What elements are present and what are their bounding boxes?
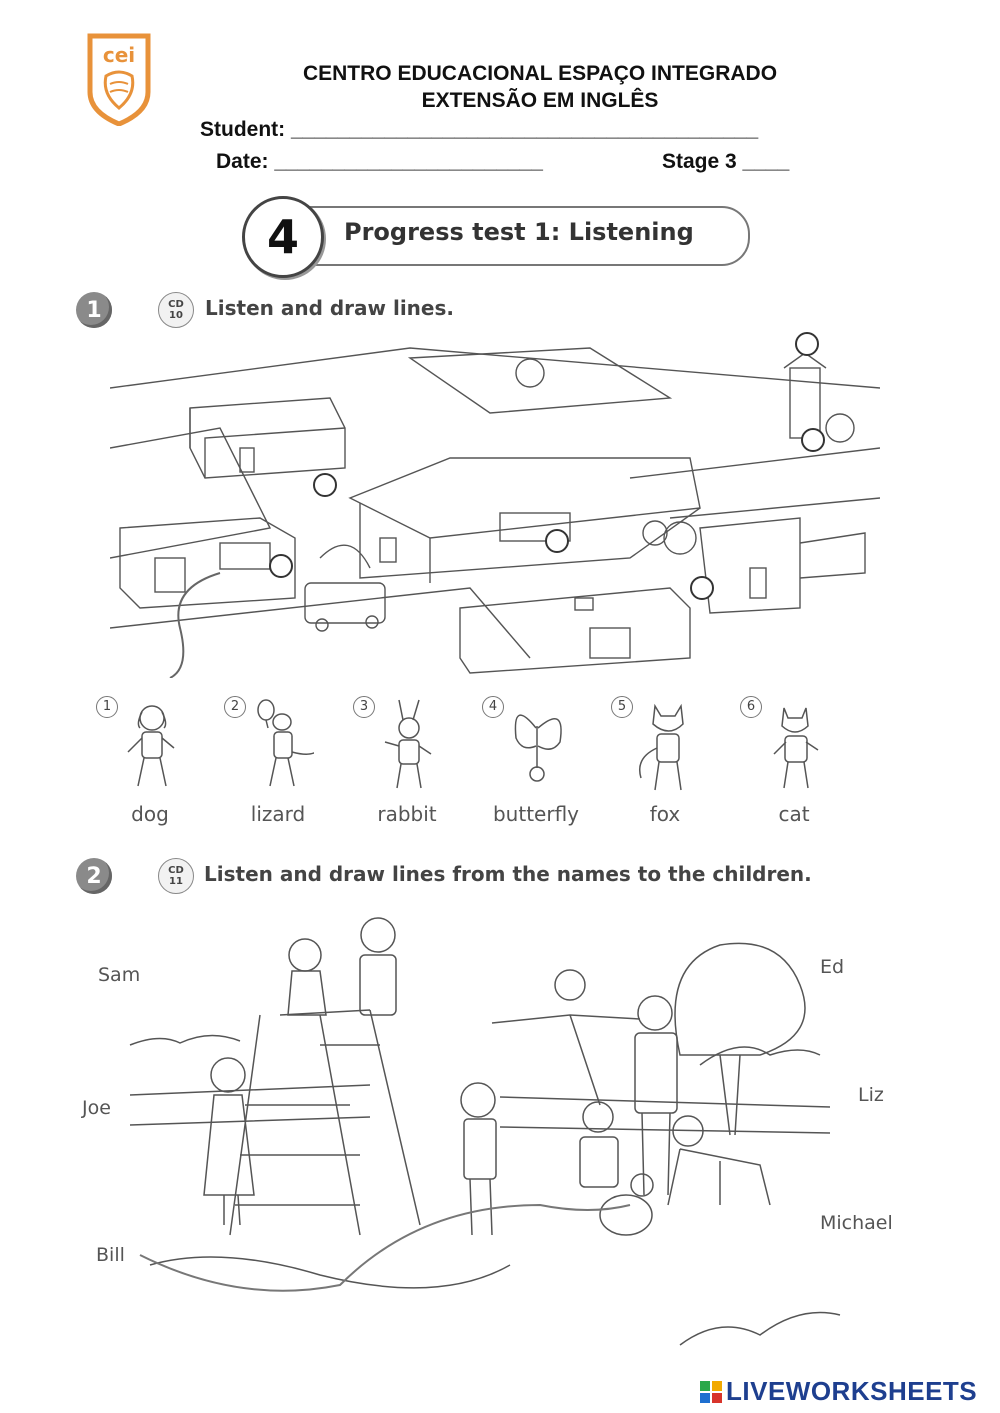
- animal-word: lizard: [250, 802, 306, 826]
- exercise-2-number: 2: [76, 858, 112, 894]
- stage-field[interactable]: [662, 150, 789, 174]
- animal-cat[interactable]: [734, 692, 854, 832]
- student-field[interactable]: [200, 118, 758, 142]
- animal-lizard[interactable]: [218, 692, 338, 832]
- animal-rabbit[interactable]: [347, 692, 467, 832]
- unit-banner: [238, 196, 752, 276]
- student-blank[interactable]: ________________________________________: [291, 118, 759, 141]
- unit-title: Progress test 1: Listening: [344, 218, 694, 246]
- cd-label: CD: [168, 299, 184, 310]
- school-header: [230, 60, 850, 114]
- cd-label: CD: [168, 865, 184, 876]
- animal-butterfly[interactable]: [476, 692, 596, 832]
- exercise-1-instruction: Listen and draw lines.: [205, 296, 454, 320]
- animal-number: 4: [482, 696, 504, 718]
- name-michael[interactable]: Michael: [820, 1212, 893, 1234]
- animal-number: 6: [740, 696, 762, 718]
- exercise-2-instruction: Listen and draw lines from the names to the children.: [204, 862, 812, 886]
- animal-number: 2: [224, 696, 246, 718]
- animal-word: fox: [649, 802, 681, 826]
- animal-word: butterfly: [492, 802, 579, 826]
- unit-number: 4: [242, 196, 324, 278]
- animal-number: 3: [353, 696, 375, 718]
- animal-word: cat: [778, 802, 810, 826]
- cd-track: 10: [169, 310, 183, 321]
- animal-number: 5: [611, 696, 633, 718]
- dog-icon: [116, 698, 186, 798]
- lizard-icon: [244, 698, 314, 798]
- school-name: CENTRO EDUCACIONAL ESPAÇO INTEGRADO: [302, 62, 778, 85]
- stage-blank[interactable]: ____: [742, 150, 790, 173]
- cd-10-icon: [158, 292, 194, 328]
- logo-text: cei: [102, 43, 136, 67]
- date-field[interactable]: [216, 150, 543, 174]
- liveworksheets-brand[interactable]: LIVEWORKSHEETS: [726, 1376, 978, 1406]
- fox-icon: [631, 698, 701, 798]
- name-ed[interactable]: Ed: [820, 956, 845, 978]
- animal-fox[interactable]: [605, 692, 725, 832]
- date-label: Date:: [216, 150, 269, 173]
- animal-dog[interactable]: [90, 692, 210, 832]
- cat-icon: [760, 698, 830, 798]
- animal-word: rabbit: [377, 802, 437, 826]
- exercise-1-number: 1: [76, 292, 112, 328]
- liveworksheets-logo-icon: [699, 1380, 723, 1404]
- stage-label: Stage 3: [662, 150, 737, 173]
- name-sam[interactable]: Sam: [98, 964, 141, 986]
- animal-row: [90, 692, 880, 832]
- town-scene-illustration: [110, 328, 880, 678]
- animal-word: dog: [131, 802, 169, 826]
- name-bill[interactable]: Bill: [96, 1244, 125, 1266]
- butterfly-icon: [502, 698, 572, 798]
- course-name: EXTENSÃO EM INGLÊS: [421, 89, 659, 112]
- student-label: Student:: [200, 118, 286, 141]
- rabbit-icon: [373, 698, 443, 798]
- animal-number: 1: [96, 696, 118, 718]
- playground-illustration: [120, 905, 880, 1375]
- school-logo: [86, 32, 152, 126]
- name-joe[interactable]: Joe: [82, 1097, 111, 1119]
- date-blank[interactable]: _______________________: [274, 150, 543, 173]
- name-liz[interactable]: Liz: [858, 1084, 884, 1106]
- cd-11-icon: [158, 858, 194, 894]
- cd-track: 11: [169, 876, 183, 887]
